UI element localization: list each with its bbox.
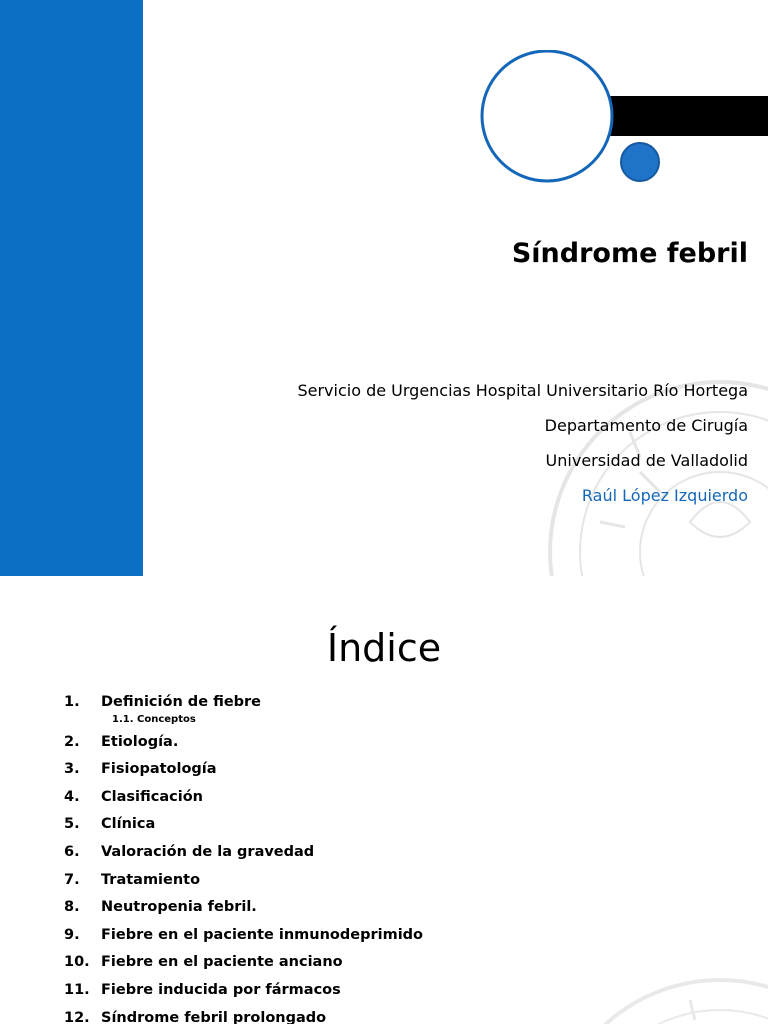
index-item	[64, 816, 423, 844]
index-item	[64, 844, 423, 872]
index-item-label: Fiebre en el paciente inmunodeprimido	[101, 926, 424, 943]
index-item-number: 1.	[64, 694, 80, 710]
index-item-number: 8.	[64, 899, 80, 916]
index-subitem: 1.1. Conceptos	[112, 713, 196, 725]
index-item-number: 5.	[64, 816, 80, 833]
index-item-label: Definición de fiebre	[101, 694, 262, 710]
index-item-label: Fisiopatología	[101, 761, 217, 778]
index-item	[64, 789, 423, 817]
index-item-label: Fiebre inducida por fármacos	[101, 981, 341, 998]
index-item-number: 12.	[64, 1009, 90, 1024]
index-item-number: 10.	[64, 954, 90, 971]
index-item-number: 11.	[64, 981, 90, 998]
blue-sidebar-bar	[0, 0, 143, 576]
university-seal-watermark-icon	[520, 372, 768, 576]
index-item	[64, 899, 423, 927]
index-slide	[0, 590, 768, 1024]
index-item	[64, 734, 423, 762]
index-item	[64, 954, 423, 982]
index-item-label: Etiología.	[101, 733, 179, 750]
affiliation-service: Servicio de Urgencias Hospital Universitario Río Hortega	[297, 381, 748, 400]
index-item-label: Valoración de la gravedad	[101, 843, 315, 860]
index-item-label: Síndrome febril prolongado	[101, 1009, 327, 1024]
index-item-label: Tratamiento	[101, 871, 201, 888]
index-title: Índice	[326, 626, 442, 670]
index-item-number: 9.	[64, 926, 80, 943]
slide-title: Síndrome febril	[511, 238, 748, 269]
index-item-label: Clínica	[101, 816, 156, 833]
index-list	[64, 694, 423, 1024]
index-item-number: 3.	[64, 761, 80, 778]
index-item-label: Fiebre en el paciente anciano	[101, 954, 343, 971]
index-item-label: Clasificación	[101, 788, 203, 805]
index-item-number: 2.	[64, 733, 80, 750]
index-item	[64, 927, 423, 955]
index-item	[64, 1010, 423, 1024]
affiliation-university: Universidad de Valladolid	[545, 451, 748, 470]
index-item-number: 6.	[64, 843, 80, 860]
index-item	[64, 761, 423, 789]
index-item	[64, 872, 423, 900]
affiliation-department: Departamento de Cirugía	[544, 416, 748, 435]
index-item-number: 4.	[64, 788, 80, 805]
index-item	[64, 982, 423, 1010]
decorative-circles-graphic	[470, 50, 768, 190]
index-item-number: 7.	[64, 871, 80, 888]
index-item-label: Neutropenia febril.	[101, 899, 257, 916]
author-name: Raúl López Izquierdo	[581, 486, 748, 505]
university-seal-watermark-icon	[520, 950, 768, 1024]
